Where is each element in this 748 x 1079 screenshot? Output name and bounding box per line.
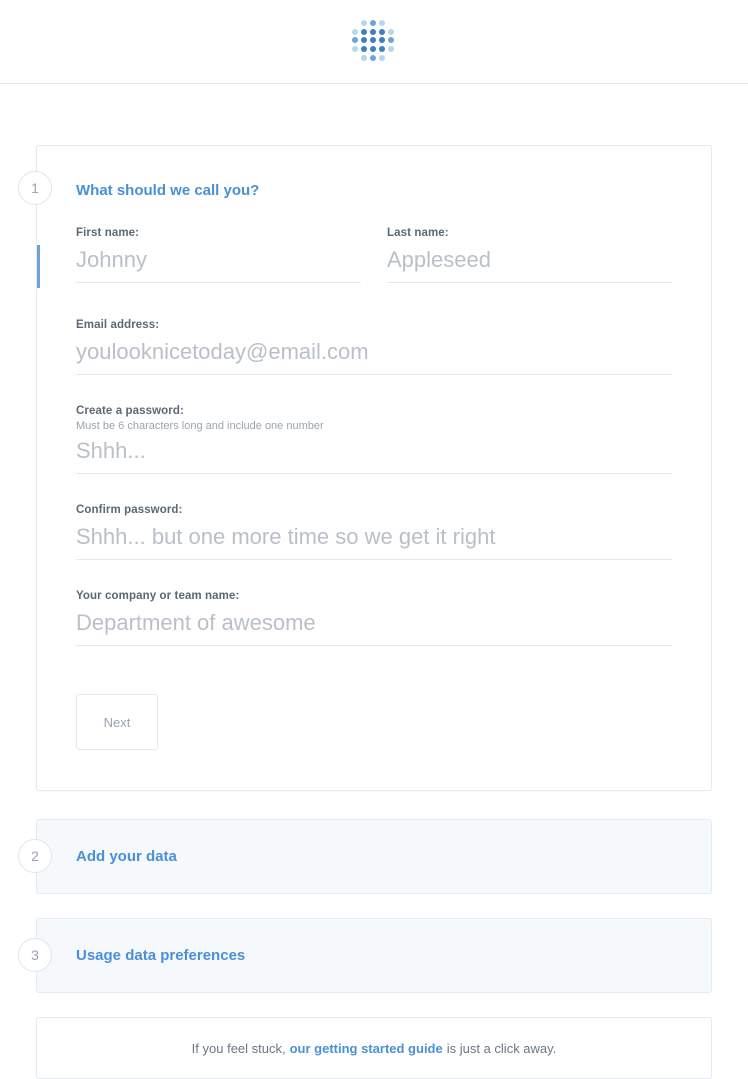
logo-dot (370, 29, 376, 35)
logo-dot (361, 37, 367, 43)
onboarding-page (0, 84, 748, 1079)
email-input[interactable] (76, 337, 672, 375)
step-2-title: Add your data (76, 848, 177, 865)
logo-dot (352, 20, 358, 26)
logo-dot (379, 20, 385, 26)
logo-dot (370, 55, 376, 61)
email-label: Email address: (76, 319, 160, 331)
logo-dot (352, 55, 358, 61)
password-hint: Must be 6 characters long and include one number (76, 420, 324, 432)
step-2[interactable] (31, 819, 712, 894)
footer-text-before: If you feel stuck, (191, 1040, 286, 1056)
focus-indicator (37, 245, 40, 288)
logo-dot (379, 55, 385, 61)
footer-help-note (36, 1017, 712, 1079)
step-1-panel (36, 145, 712, 791)
step-3-panel[interactable] (36, 918, 712, 993)
logo-dot (388, 37, 394, 43)
next-button[interactable]: Next (76, 694, 158, 750)
step-2-panel[interactable] (36, 819, 712, 894)
step-1-number: 1 (18, 171, 52, 205)
logo-dot (388, 29, 394, 35)
last-name-input[interactable] (387, 245, 672, 283)
confirm-password-input[interactable] (76, 522, 672, 560)
logo-dot (379, 37, 385, 43)
company-label: Your company or team name: (76, 590, 240, 602)
password-label: Create a password: (76, 405, 184, 417)
step-1-title: What should we call you? (76, 182, 260, 199)
logo-dot (361, 20, 367, 26)
step-1-body (37, 146, 711, 790)
logo-dot (379, 29, 385, 35)
logo-dot (370, 37, 376, 43)
logo-dot (388, 55, 394, 61)
logo-dot (361, 55, 367, 61)
company-field (76, 590, 672, 646)
getting-started-guide-link[interactable]: our getting started guide (289, 1040, 443, 1056)
step-1 (31, 145, 712, 791)
first-name-label: First name: (76, 227, 140, 239)
password-input[interactable] (76, 436, 672, 474)
step-3-title: Usage data preferences (76, 947, 246, 964)
logo-dot (388, 20, 394, 26)
name-fields-row (76, 227, 672, 305)
first-name-field (76, 227, 361, 283)
first-name-input[interactable] (76, 245, 361, 283)
app-header (0, 0, 748, 84)
logo-dot (352, 37, 358, 43)
logo-dot (352, 29, 358, 35)
dot-grid-logo (352, 20, 396, 64)
logo-dot (388, 46, 394, 52)
company-input[interactable] (76, 608, 672, 646)
logo-dot (370, 20, 376, 26)
confirm-password-field (76, 504, 672, 560)
logo-dot (352, 46, 358, 52)
confirm-password-label: Confirm password: (76, 504, 183, 516)
steps-container (0, 84, 748, 993)
logo-dot (361, 29, 367, 35)
step-3-number: 3 (18, 938, 52, 972)
logo-dot (361, 46, 367, 52)
logo-dot (379, 46, 385, 52)
last-name-field (387, 227, 672, 283)
step-2-number: 2 (18, 839, 52, 873)
step-3[interactable] (31, 918, 712, 993)
email-field (76, 319, 672, 375)
last-name-label: Last name: (387, 227, 449, 239)
logo-dot (370, 46, 376, 52)
password-field (76, 405, 672, 474)
footer-text-after: is just a click away. (446, 1040, 557, 1056)
